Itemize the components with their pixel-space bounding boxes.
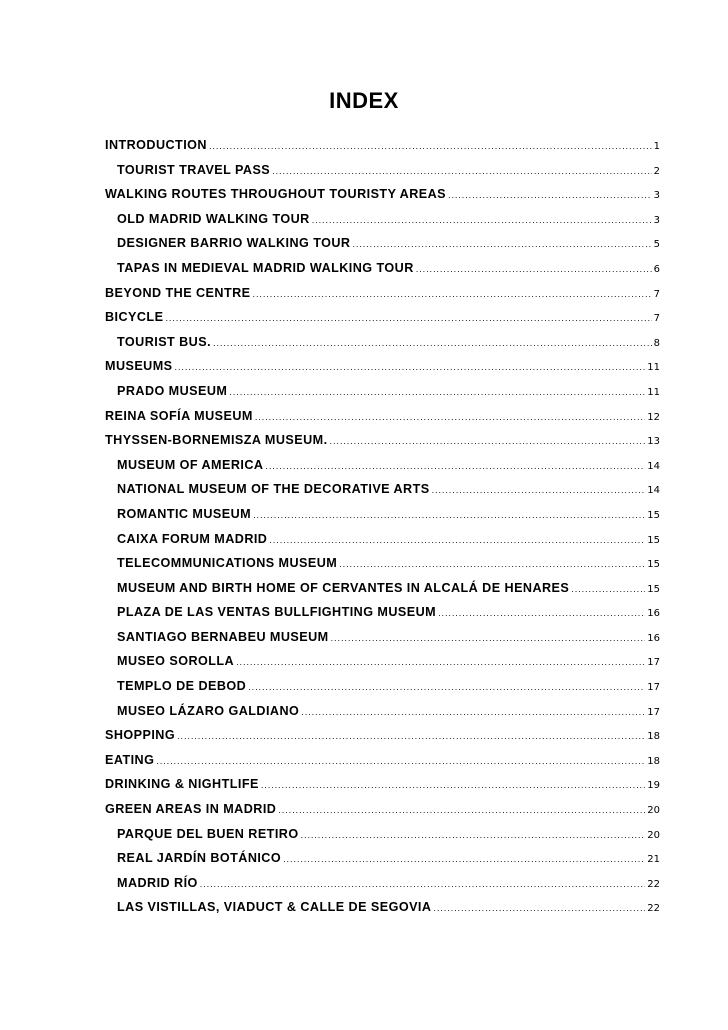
toc-entry-label: PLAZA DE LAS VENTAS BULLFIGHTING MUSEUM — [117, 605, 437, 620]
toc-entry-page-number: 22 — [647, 903, 660, 915]
toc-entry[interactable] — [105, 748, 660, 773]
toc-entry-label: TELECOMMUNICATIONS MUSEUM — [117, 556, 338, 571]
toc-entry-label: OLD MADRID WALKING TOUR — [117, 211, 310, 226]
toc-entry-page-number: 2 — [653, 165, 660, 177]
toc-entry[interactable] — [105, 699, 660, 724]
toc-entry[interactable] — [105, 723, 660, 748]
toc-entry[interactable] — [105, 305, 660, 330]
dot-leader — [339, 553, 645, 578]
dot-leader — [255, 406, 645, 431]
dot-leader — [301, 701, 645, 726]
toc-entry[interactable] — [105, 404, 660, 429]
toc-entry-label: PARQUE DEL BUEN RETIRO — [117, 826, 299, 841]
toc-entry-page-number: 15 — [647, 534, 660, 546]
toc-entry[interactable] — [105, 846, 660, 871]
dot-leader — [571, 578, 645, 603]
dot-leader — [269, 529, 645, 554]
toc-entry-page-number: 22 — [647, 878, 660, 890]
toc-entry[interactable] — [105, 871, 660, 896]
toc-entry-page-number: 14 — [647, 485, 660, 497]
dot-leader — [416, 258, 652, 283]
toc-entry-page-number: 15 — [647, 559, 660, 571]
toc-entry-label: REAL JARDÍN BOTÁNICO — [117, 851, 282, 866]
toc-entry[interactable] — [105, 576, 660, 601]
toc-entry-page-number: 3 — [653, 190, 660, 202]
toc-entry-page-number: 17 — [647, 682, 660, 694]
dot-leader — [448, 184, 652, 209]
toc-entry-label: THYSSEN-BORNEMISZA MUSEUM. — [105, 433, 328, 448]
dot-leader — [265, 455, 645, 480]
toc-entry-page-number: 11 — [647, 362, 660, 374]
toc-entry-label: SANTIAGO BERNABEU MUSEUM — [117, 629, 329, 644]
toc-entry-page-number: 19 — [647, 780, 660, 792]
dot-leader — [209, 135, 652, 160]
toc-entry-label: REINA SOFÍA MUSEUM — [105, 408, 253, 423]
toc-entry-page-number: 14 — [647, 460, 660, 472]
toc-entry-label: NATIONAL MUSEUM OF THE DECORATIVE ARTS — [117, 482, 430, 497]
toc-entry-page-number: 15 — [647, 509, 660, 521]
toc-entry-label: LAS VISTILLAS, VIADUCT & CALLE DE SEGOVIA — [117, 900, 432, 915]
toc-entry[interactable] — [105, 256, 660, 281]
toc-entry-label: MUSEO LÁZARO GALDIANO — [117, 703, 300, 718]
toc-entry-label: BICYCLE — [105, 310, 164, 325]
toc-entry-label: BEYOND THE CENTRE — [105, 285, 251, 300]
toc-entry-label: MUSEUMS — [105, 359, 173, 374]
toc-entry[interactable] — [105, 551, 660, 576]
toc-entry-page-number: 16 — [647, 632, 660, 644]
dot-leader — [301, 824, 646, 849]
toc-entry-label: SHOPPING — [105, 728, 176, 743]
toc-entry-page-number: 7 — [653, 288, 660, 300]
dot-leader — [433, 897, 645, 922]
toc-entry[interactable] — [105, 182, 660, 207]
toc-entry[interactable] — [105, 895, 660, 920]
toc-entry-page-number: 20 — [647, 829, 660, 841]
toc-entry[interactable] — [105, 133, 660, 158]
dot-leader — [352, 233, 651, 258]
dot-leader — [165, 307, 651, 332]
toc-entry-label: INTRODUCTION — [105, 138, 207, 152]
toc-entry-page-number: 1 — [653, 141, 660, 152]
toc-entry[interactable] — [105, 822, 660, 847]
toc-entry-label: CAIXA FORUM MADRID — [117, 531, 268, 546]
dot-leader — [200, 873, 646, 898]
toc-entry-page-number: 6 — [653, 263, 660, 275]
toc-entry[interactable] — [105, 453, 660, 478]
dot-leader — [330, 430, 646, 455]
toc-entry-page-number: 8 — [653, 337, 660, 349]
toc-entry-label: MUSEUM OF AMERICA — [117, 457, 264, 472]
table-of-contents — [105, 133, 660, 920]
toc-entry[interactable] — [105, 330, 660, 355]
toc-entry[interactable] — [105, 354, 660, 379]
dot-leader — [261, 774, 645, 799]
dot-leader — [253, 283, 652, 308]
toc-entry[interactable] — [105, 477, 660, 502]
toc-entry[interactable] — [105, 625, 660, 650]
toc-entry[interactable] — [105, 158, 660, 183]
toc-entry-page-number: 17 — [647, 657, 660, 669]
toc-entry-label: DESIGNER BARRIO WALKING TOUR — [117, 236, 351, 251]
dot-leader — [229, 381, 645, 406]
toc-entry[interactable] — [105, 379, 660, 404]
toc-entry-page-number: 5 — [653, 239, 660, 251]
toc-entry-page-number: 11 — [647, 386, 660, 398]
toc-entry[interactable] — [105, 674, 660, 699]
toc-entry[interactable] — [105, 600, 660, 625]
toc-entry-page-number: 16 — [647, 608, 660, 620]
toc-entry[interactable] — [105, 527, 660, 552]
dot-leader — [213, 332, 652, 357]
dot-leader — [253, 504, 645, 529]
toc-entry[interactable] — [105, 797, 660, 822]
dot-leader — [438, 602, 645, 627]
dot-leader — [177, 725, 645, 750]
toc-entry[interactable] — [105, 231, 660, 256]
page-title: INDEX — [329, 88, 399, 113]
dot-leader — [278, 799, 645, 824]
toc-entry-label: TOURIST TRAVEL PASS — [117, 162, 271, 177]
toc-entry[interactable] — [105, 428, 660, 453]
toc-entry-page-number: 18 — [647, 755, 660, 767]
toc-entry-label: GREEN AREAS IN MADRID — [105, 802, 277, 817]
toc-entry-page-number: 15 — [647, 583, 660, 595]
toc-entry-page-number: 3 — [653, 214, 660, 226]
dot-leader — [283, 848, 645, 873]
toc-entry-label: TOURIST BUS. — [117, 334, 212, 349]
toc-entry-label: EATING — [105, 752, 155, 767]
dot-leader — [312, 209, 652, 234]
toc-entry-label: TAPAS IN MEDIEVAL MADRID WALKING TOUR — [117, 260, 414, 275]
toc-entry-label: ROMANTIC MUSEUM — [117, 506, 252, 521]
dot-leader — [175, 356, 646, 381]
toc-entry-label: WALKING ROUTES THROUGHOUT TOURISTY AREAS — [105, 187, 447, 202]
dot-leader — [331, 627, 646, 652]
toc-entry-page-number: 20 — [647, 805, 660, 817]
toc-entry-label: MADRID RÍO — [117, 875, 198, 890]
toc-entry[interactable] — [105, 649, 660, 674]
toc-entry-label: MUSEUM AND BIRTH HOME OF CERVANTES IN ALCALÁ DE HENARES — [117, 580, 570, 595]
toc-entry-page-number: 18 — [647, 731, 660, 743]
toc-entry-page-number: 17 — [647, 706, 660, 718]
toc-entry-page-number: 7 — [653, 313, 660, 325]
dot-leader — [236, 651, 645, 676]
toc-entry-page-number: 21 — [647, 854, 660, 866]
dot-leader — [432, 479, 646, 504]
toc-entry-page-number: 12 — [647, 411, 660, 423]
toc-entry[interactable] — [105, 281, 660, 306]
toc-entry[interactable] — [105, 772, 660, 797]
toc-entry-page-number: 13 — [647, 436, 660, 448]
toc-entry-label: PRADO MUSEUM — [117, 383, 228, 398]
dot-leader — [272, 160, 651, 185]
toc-entry-label: DRINKING & NIGHTLIFE — [105, 777, 259, 792]
toc-entry[interactable] — [105, 502, 660, 527]
dot-leader — [156, 750, 645, 775]
toc-entry-label: TEMPLO DE DEBOD — [117, 679, 247, 694]
toc-entry[interactable] — [105, 207, 660, 232]
toc-entry-label: MUSEO SOROLLA — [117, 654, 235, 669]
dot-leader — [248, 676, 645, 701]
